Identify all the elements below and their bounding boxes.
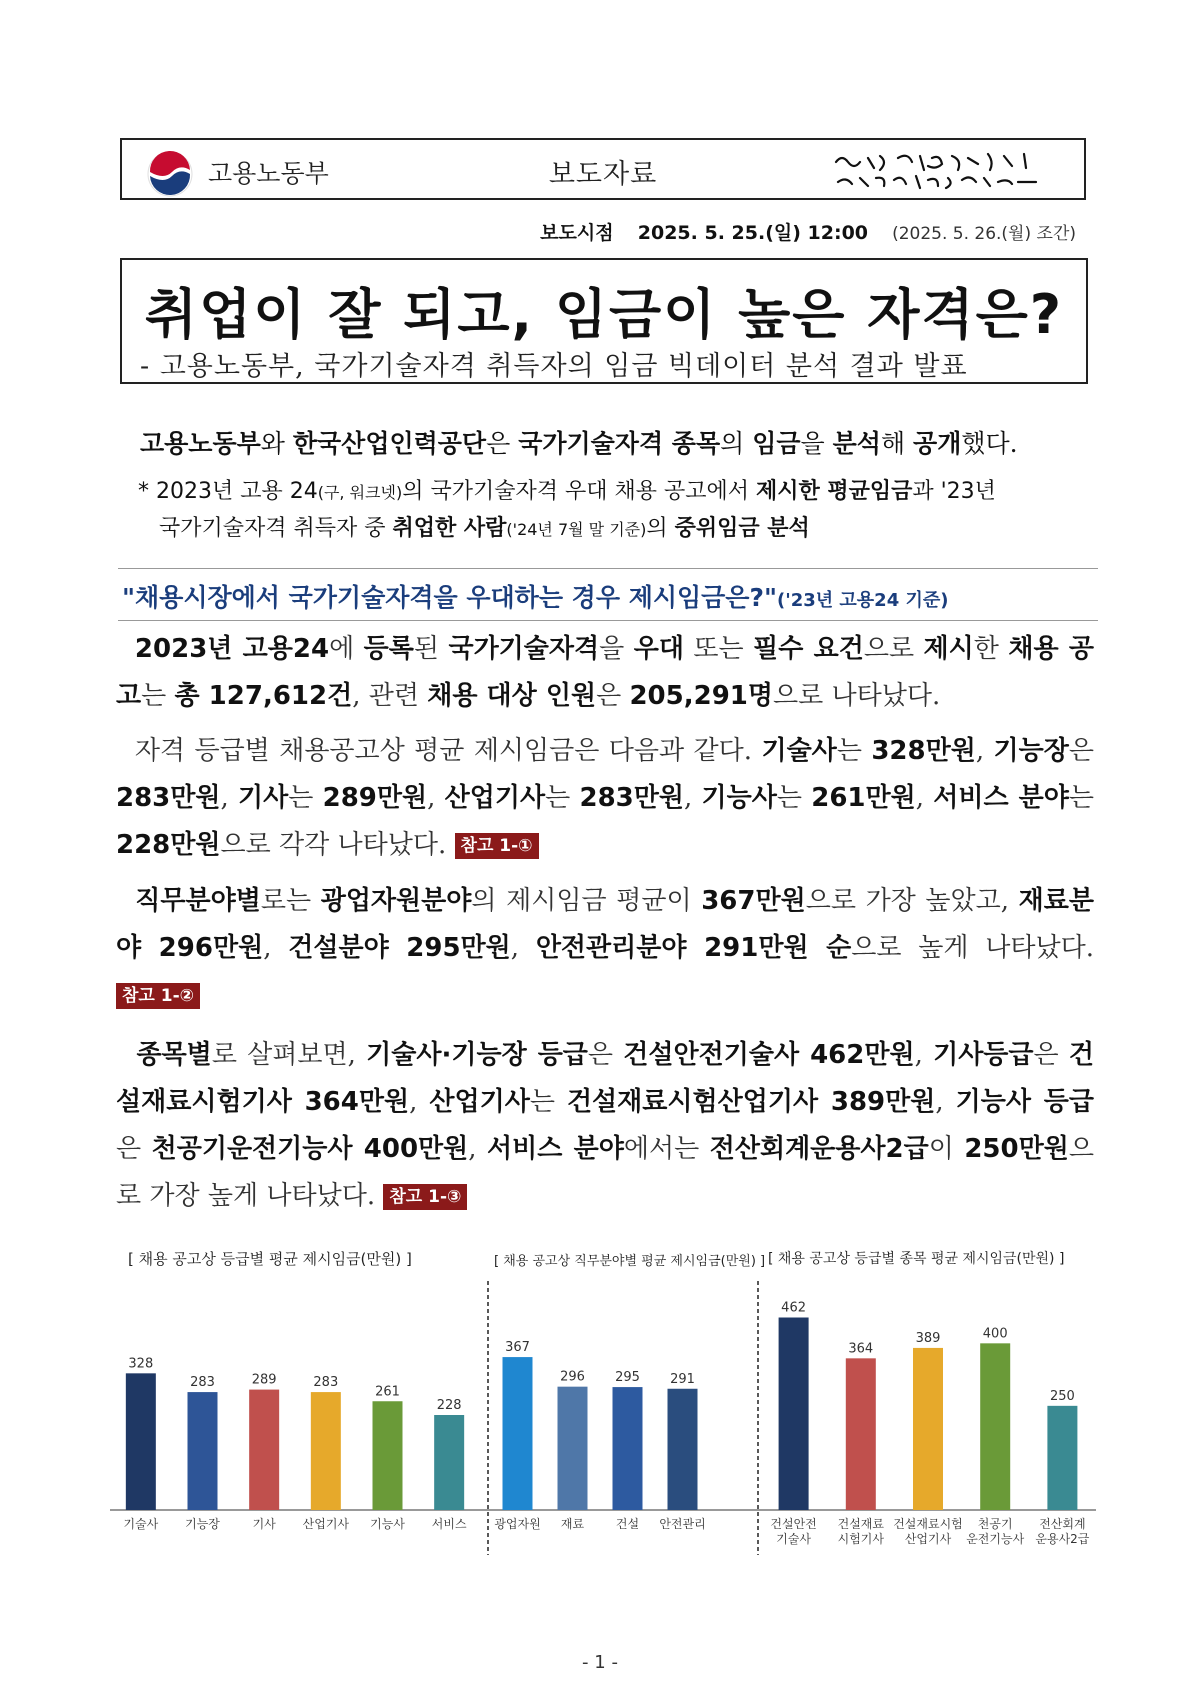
bar bbox=[126, 1373, 156, 1510]
para-text: 으로 높게 나타났다. bbox=[851, 933, 1094, 963]
release-embargo: (2025. 5. 26.(월) 조간) bbox=[892, 224, 1076, 244]
reference-tag[interactable]: 참고 1-① bbox=[455, 833, 539, 859]
page-subtitle: - 고용노동부, 국가기술자격 취득자의 임금 빅데이터 분석 결과 발표 bbox=[140, 351, 968, 382]
para-text: 2023년 고용24 bbox=[134, 634, 330, 664]
section-divider bbox=[118, 568, 1098, 569]
lead-text: 한국산업인력공단 bbox=[292, 429, 487, 458]
para-text: 서비스 분야 bbox=[933, 783, 1069, 813]
para-text: 에서는 bbox=[623, 1134, 710, 1164]
para-text: 산업기사 bbox=[429, 1087, 530, 1117]
note-text: 의 bbox=[646, 516, 675, 541]
para-text: 으로 가장 높게 나타났다. bbox=[116, 1134, 1094, 1211]
para-text: , bbox=[915, 783, 934, 813]
lead-text: 은 bbox=[486, 429, 519, 458]
para-text: 또는 bbox=[683, 634, 754, 664]
para-text: 기술사·기능장 등급 bbox=[366, 1040, 588, 1070]
para-text: 은 bbox=[1068, 736, 1095, 766]
bar-value-label: 283 bbox=[190, 1375, 215, 1391]
para-text: 천공기운전기능사 400만원 bbox=[151, 1134, 469, 1164]
para-text: , bbox=[684, 783, 702, 813]
paragraph-1 bbox=[116, 626, 1094, 720]
category-label: 운전기능사 bbox=[966, 1532, 1025, 1546]
bar bbox=[779, 1318, 809, 1511]
note-text: 취업한 사람 bbox=[392, 516, 507, 541]
bar bbox=[503, 1357, 533, 1510]
bar-value-label: 228 bbox=[436, 1398, 462, 1413]
doc-type: 보도자료 bbox=[548, 159, 658, 190]
para-text: 우대 bbox=[633, 634, 684, 664]
header-box bbox=[120, 138, 1086, 200]
para-text: 는 bbox=[545, 783, 580, 813]
para-text: 는 bbox=[836, 736, 872, 766]
bar-value-label: 289 bbox=[251, 1372, 277, 1388]
para-text: 283만원 bbox=[116, 783, 221, 813]
para-text: 기사등급 bbox=[933, 1040, 1034, 1070]
lead-text: 공개 bbox=[913, 429, 962, 458]
lead-text: 했다. bbox=[961, 429, 1018, 458]
reference-tag[interactable]: 참고 1-③ bbox=[383, 1184, 467, 1210]
section-heading bbox=[122, 578, 949, 614]
para-text: 이 bbox=[928, 1134, 965, 1164]
para-text: 367만원 bbox=[701, 886, 806, 916]
lead-text: 와 bbox=[260, 429, 293, 458]
para-text: 국가기술자격 bbox=[448, 634, 600, 664]
para-text: 228만원 bbox=[116, 830, 221, 860]
para-text: , bbox=[427, 783, 445, 813]
category-label: 안전관리 bbox=[659, 1517, 706, 1531]
bar bbox=[846, 1358, 876, 1510]
para-text: , bbox=[409, 1087, 430, 1117]
para-text: 로 살펴보면, bbox=[211, 1040, 367, 1070]
note-text: 의 국가기술자격 우대 채용 공고에서 bbox=[402, 479, 756, 504]
para-text: 자격 등급별 채용공고상 평균 제시임금은 다음과 같다. bbox=[134, 736, 762, 766]
lead-text: 국가기술자격 종목 bbox=[518, 429, 721, 458]
release-datetime: 2025. 5. 25.(일) 12:00 bbox=[637, 222, 869, 244]
note-text: 과 '23년 bbox=[912, 479, 996, 504]
category-label: 건설안전 bbox=[770, 1517, 817, 1531]
para-text: 는 bbox=[141, 681, 175, 711]
category-label: 기술사 bbox=[776, 1532, 811, 1546]
note-text: * 2023년 고용 24 bbox=[138, 479, 318, 504]
bar-value-label: 261 bbox=[375, 1384, 400, 1400]
para-text: 전산회계운용사2급 bbox=[709, 1134, 929, 1164]
para-text: 으로 bbox=[863, 634, 924, 664]
paragraph-2 bbox=[116, 728, 1094, 869]
para-text: 에 bbox=[329, 634, 364, 664]
bar-value-label: 389 bbox=[915, 1330, 941, 1346]
para-text: , 관련 bbox=[352, 681, 428, 711]
bar-value-label: 250 bbox=[1049, 1388, 1075, 1404]
bar-value-label: 462 bbox=[781, 1300, 807, 1316]
para-text: 등록 bbox=[363, 634, 414, 664]
section-divider bbox=[118, 620, 1098, 621]
note-text: (구, 워크넷) bbox=[317, 483, 403, 502]
para-text: 의 제시임금 평균이 bbox=[471, 886, 702, 916]
para-text: 재료분야 296만원 bbox=[116, 886, 1095, 963]
bar bbox=[249, 1390, 279, 1510]
bar-value-label: 367 bbox=[505, 1340, 530, 1356]
para-text: 건설분야 295만원 bbox=[288, 933, 511, 963]
category-label: 건설재료시험 bbox=[893, 1517, 963, 1531]
para-text: , bbox=[935, 1087, 956, 1117]
bar-value-label: 295 bbox=[615, 1370, 640, 1386]
section-heading-sub: ('23년 고용24 기준) bbox=[776, 590, 949, 611]
para-text: 안전관리분야 291만원 순 bbox=[535, 933, 852, 963]
chart-title-grade: [ 채용 공고상 등급별 평균 제시임금(만원) ] bbox=[128, 1250, 412, 1268]
lead-sentence bbox=[140, 424, 1018, 460]
lead-text: 해 bbox=[880, 429, 914, 458]
bar bbox=[434, 1415, 464, 1510]
para-text: 채용 대상 인원 bbox=[427, 681, 597, 711]
paragraph-4 bbox=[116, 1032, 1094, 1220]
category-label: 기능장 bbox=[185, 1517, 220, 1531]
para-text: 은 bbox=[587, 1040, 624, 1070]
lead-text: 분석 bbox=[832, 429, 881, 458]
para-text: 광업자원분야 bbox=[320, 886, 472, 916]
para-text: 건설재료시험산업기사 389만원 bbox=[566, 1087, 936, 1117]
release-label: 보도시점 bbox=[540, 222, 614, 244]
para-text: 서비스 분야 bbox=[487, 1134, 624, 1164]
category-label: 산업기사 bbox=[904, 1532, 952, 1546]
para-text: 한 bbox=[973, 634, 1009, 664]
bar bbox=[188, 1392, 218, 1510]
category-label: 기술사 bbox=[123, 1517, 159, 1531]
para-text: 는 bbox=[1068, 783, 1094, 813]
para-text: , bbox=[220, 783, 239, 813]
para-text: 총 127,612건 bbox=[174, 681, 353, 711]
para-text: , bbox=[510, 933, 536, 963]
bar-value-label: 291 bbox=[670, 1371, 695, 1387]
bar-value-label: 364 bbox=[848, 1341, 874, 1357]
lead-text: 을 bbox=[800, 429, 833, 458]
category-label: 건설재료 bbox=[837, 1517, 884, 1531]
para-text: 283만원 bbox=[579, 783, 684, 813]
note-text: 제시한 평균임금 bbox=[755, 479, 913, 504]
chart-title-item: [ 채용 공고상 등급별 종목 평균 제시임금(만원) ] bbox=[768, 1251, 1065, 1267]
category-label: 시험기사 bbox=[837, 1532, 884, 1546]
paragraph-3 bbox=[116, 878, 1094, 1019]
para-text: 직무분야별 bbox=[135, 886, 261, 916]
category-label: 기사 bbox=[252, 1517, 276, 1531]
page-title: 취업이 잘 되고, 임금이 높은 자격은? bbox=[144, 283, 1064, 346]
bar-value-label: 328 bbox=[128, 1356, 154, 1372]
para-text: 는 bbox=[529, 1087, 567, 1117]
reference-tag[interactable]: 참고 1-② bbox=[116, 983, 200, 1009]
para-text: 필수 요건 bbox=[753, 634, 864, 664]
para-text: 는 bbox=[776, 783, 812, 813]
note-text: 국가기술자격 취득자 중 bbox=[158, 516, 393, 541]
org-name: 고용노동부 bbox=[208, 159, 329, 188]
para-text: 289만원 bbox=[322, 783, 428, 813]
bar bbox=[1047, 1406, 1077, 1510]
category-label: 건설 bbox=[615, 1517, 640, 1531]
release-info bbox=[540, 218, 1076, 245]
category-label: 서비스 bbox=[431, 1517, 467, 1531]
para-text: 은 bbox=[596, 681, 630, 711]
bar-value-label: 283 bbox=[313, 1375, 339, 1391]
lead-text: 임금 bbox=[752, 429, 801, 458]
category-label: 광업자원 bbox=[494, 1517, 541, 1531]
category-label: 천공기 bbox=[977, 1517, 1013, 1531]
para-text: , bbox=[914, 1040, 934, 1070]
category-label: 전산회계 bbox=[1039, 1517, 1086, 1531]
para-text: 는 bbox=[288, 783, 323, 813]
para-text: 건설재료시험기사 364만원 bbox=[116, 1040, 1095, 1117]
bar bbox=[373, 1401, 403, 1510]
bar bbox=[558, 1387, 588, 1510]
bar-value-label: 400 bbox=[982, 1326, 1008, 1342]
para-text: 로는 bbox=[260, 886, 321, 916]
page-number: - 1 - bbox=[582, 1652, 618, 1673]
para-text: 산업기사 bbox=[444, 783, 546, 813]
para-text: 기능사 등급 bbox=[955, 1087, 1095, 1117]
category-label: 운용사2급 bbox=[1035, 1532, 1090, 1546]
para-text: 은 bbox=[116, 1134, 152, 1164]
para-text: 채용 공고 bbox=[116, 634, 1094, 711]
slogan-calligraphy-icon bbox=[828, 148, 1048, 194]
para-text: 건설안전기술사 462만원 bbox=[623, 1040, 915, 1070]
para-text: 종목별 bbox=[136, 1040, 212, 1070]
para-text: 으로 가장 높았고, bbox=[805, 886, 1019, 916]
para-text: 된 bbox=[413, 634, 449, 664]
chart-title-field: [ 채용 공고상 직무분야별 평균 제시임금(만원) ] bbox=[494, 1254, 766, 1269]
footnote bbox=[138, 474, 1088, 548]
para-text: 으로 나타났다. bbox=[773, 681, 941, 711]
category-label: 산업기사 bbox=[302, 1517, 350, 1531]
category-label: 기능사 bbox=[370, 1517, 405, 1531]
category-label: 재료 bbox=[560, 1517, 585, 1531]
para-text: 250만원 bbox=[964, 1134, 1069, 1164]
para-text: , bbox=[263, 933, 289, 963]
para-text: 261만원 bbox=[811, 783, 916, 813]
note-text: 중위임금 분석 bbox=[674, 516, 810, 541]
para-text: , bbox=[975, 736, 994, 766]
bar bbox=[311, 1392, 341, 1510]
section-heading-text: "채용시장에서 국가기술자격을 우대하는 경우 제시임금은?" bbox=[122, 583, 777, 612]
bar bbox=[913, 1348, 943, 1510]
para-text: 기능사 bbox=[701, 783, 777, 813]
para-text: 은 bbox=[1033, 1040, 1069, 1070]
para-text: 기사 bbox=[238, 783, 289, 813]
para-text: 으로 각각 나타났다. bbox=[220, 830, 455, 860]
para-text: , bbox=[468, 1134, 488, 1164]
para-text: 을 bbox=[599, 634, 634, 664]
note-text: ('24년 7월 말 기준) bbox=[506, 520, 647, 539]
bar bbox=[613, 1387, 643, 1510]
para-text: 제시 bbox=[923, 634, 974, 664]
bar-value-label: 296 bbox=[560, 1369, 585, 1385]
title-box bbox=[120, 258, 1088, 384]
lead-text: 의 bbox=[720, 429, 753, 458]
lead-text: 고용노동부 bbox=[140, 429, 261, 458]
para-text: 205,291명 bbox=[629, 681, 774, 711]
bar-charts bbox=[110, 1280, 1096, 1570]
para-text: 328만원 bbox=[871, 736, 976, 766]
para-text: 기능장 bbox=[993, 736, 1069, 766]
para-text: 기술사 bbox=[761, 736, 837, 766]
bar bbox=[668, 1389, 698, 1510]
bar bbox=[980, 1343, 1010, 1510]
